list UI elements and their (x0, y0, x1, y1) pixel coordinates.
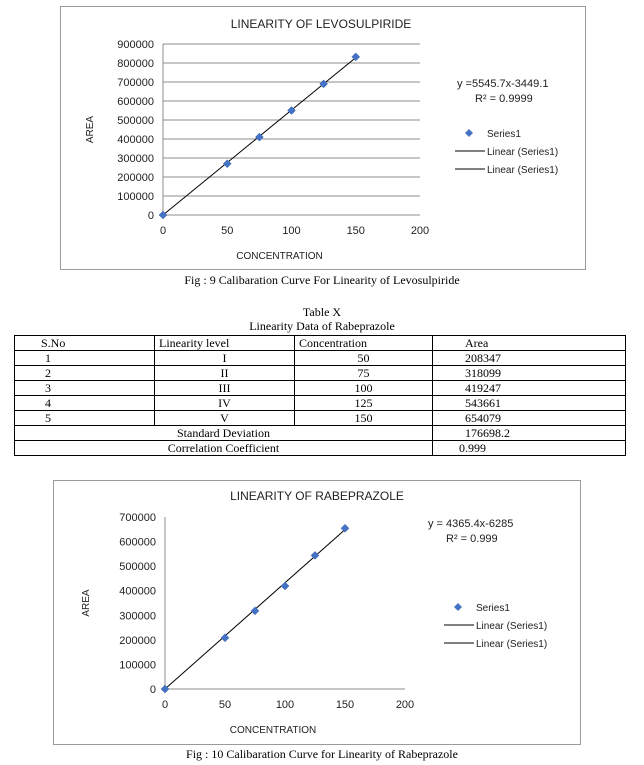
table-row (15, 396, 626, 411)
y-tick-label: 600000 (117, 96, 154, 108)
cell-linearity-level: I (155, 351, 295, 366)
y-tick-label: 900000 (117, 39, 154, 51)
y-tick-label: 600000 (119, 536, 156, 549)
trend-equation: y =5545.7x-3449.1 (457, 78, 549, 90)
data-point (341, 524, 349, 532)
cell-concentration: 100 (295, 381, 433, 396)
levosulpiride-chart (60, 6, 586, 270)
y-axis-label: AREA (81, 589, 92, 617)
r-squared: R² = 0.999 (446, 533, 498, 545)
trend-equation: y = 4365.4x-6285 (428, 518, 514, 530)
summary-label: Standard Deviation (15, 426, 433, 441)
table-row (15, 366, 626, 381)
legend-marker (465, 129, 473, 137)
cell-sno: 4 (15, 396, 155, 411)
y-tick-label: 100000 (117, 191, 154, 203)
header-sno: S.No (15, 336, 155, 351)
x-tick-label: 150 (335, 699, 355, 711)
x-tick-label: 0 (161, 699, 169, 711)
cell-concentration: 125 (295, 396, 433, 411)
legend-label: Linear (Series1) (487, 165, 559, 176)
y-tick-label: 800000 (117, 58, 154, 70)
y-tick-label: 300000 (119, 610, 156, 623)
y-tick-label: 0 (147, 210, 154, 222)
legend-label: Series1 (487, 129, 521, 140)
x-axis-label: CONCENTRATION (229, 725, 317, 736)
y-tick-label: 200000 (117, 172, 154, 184)
x-tick-label: 150 (346, 225, 365, 237)
header-area: Area (433, 336, 626, 351)
summary-value: 176698.2 (433, 426, 626, 441)
cell-linearity-level: III (155, 381, 295, 396)
header-linearity-level: Linearity level (155, 336, 295, 351)
legend-label: Linear (Series1) (476, 639, 548, 650)
cell-area: 654079 (433, 411, 626, 426)
linearity-table (14, 335, 626, 456)
y-axis-label: AREA (85, 115, 96, 144)
table-header-row (15, 336, 626, 351)
cell-area: 419247 (433, 381, 626, 396)
chart-title: LINEARITY OF LEVOSULPIRIDE (230, 17, 412, 31)
x-tick-label: 200 (395, 699, 415, 711)
x-tick-label: 0 (159, 225, 167, 237)
data-point (221, 634, 229, 642)
y-tick-label: 300000 (117, 153, 154, 165)
table-row (15, 411, 626, 426)
x-tick-label: 200 (410, 225, 430, 237)
rabeprazole-chart-svg (54, 481, 580, 744)
x-tick-label: 50 (218, 699, 232, 711)
cell-linearity-level: II (155, 366, 295, 381)
cell-area: 543661 (433, 396, 626, 411)
table-summary-row (15, 426, 626, 441)
cell-concentration: 150 (295, 411, 433, 426)
cell-sno: 5 (15, 411, 155, 426)
x-tick-label: 100 (275, 699, 295, 711)
data-point (281, 582, 289, 590)
table-row (15, 351, 626, 366)
y-tick-label: 400000 (117, 134, 154, 146)
y-tick-label: 700000 (119, 512, 156, 524)
fig10-caption: Fig : 10 Calibaration Curve for Linearity of Rabeprazole (186, 747, 458, 761)
summary-value: 0.999 (433, 441, 626, 456)
y-tick-label: 400000 (119, 585, 156, 598)
cell-sno: 1 (15, 351, 155, 366)
y-tick-label: 500000 (117, 115, 154, 127)
y-tick-label: 500000 (119, 561, 156, 574)
r-squared: R² = 0.9999 (475, 93, 533, 105)
x-tick-label: 50 (221, 225, 234, 237)
legend-label: Linear (Series1) (476, 621, 548, 632)
cell-linearity-level: V (155, 411, 295, 426)
levosulpiride-chart-svg (61, 7, 585, 269)
chart-title: LINEARITY OF RABEPRAZOLE (230, 489, 404, 503)
y-tick-label: 0 (149, 684, 156, 696)
table-row (15, 381, 626, 396)
x-axis-label: CONCENTRATION (236, 251, 323, 262)
data-point (251, 607, 259, 615)
summary-label: Correlation Coefficient (15, 441, 433, 456)
legend-label: Series1 (476, 603, 510, 614)
legend-label: Linear (Series1) (487, 147, 559, 158)
y-tick-label: 700000 (117, 77, 154, 89)
x-tick-label: 100 (282, 225, 301, 237)
y-tick-label: 100000 (119, 659, 156, 672)
cell-linearity-level: IV (155, 396, 295, 411)
rabeprazole-chart (53, 480, 581, 745)
cell-area: 208347 (433, 351, 626, 366)
legend-marker (454, 603, 462, 611)
header-concentration: Concentration (295, 336, 433, 351)
cell-concentration: 75 (295, 366, 433, 381)
linearity-table-body (15, 336, 626, 456)
cell-area: 318099 (433, 366, 626, 381)
cell-sno: 3 (15, 381, 155, 396)
y-tick-label: 200000 (119, 634, 156, 647)
table-summary-row (15, 441, 626, 456)
fig9-caption: Fig : 9 Calibaration Curve For Linearity of Levosulpiride (184, 273, 460, 287)
cell-sno: 2 (15, 366, 155, 381)
data-point (223, 160, 231, 168)
cell-concentration: 50 (295, 351, 433, 366)
table-title: Linearity Data of Rabeprazole (249, 319, 395, 333)
table-label: Table X (302, 305, 342, 319)
